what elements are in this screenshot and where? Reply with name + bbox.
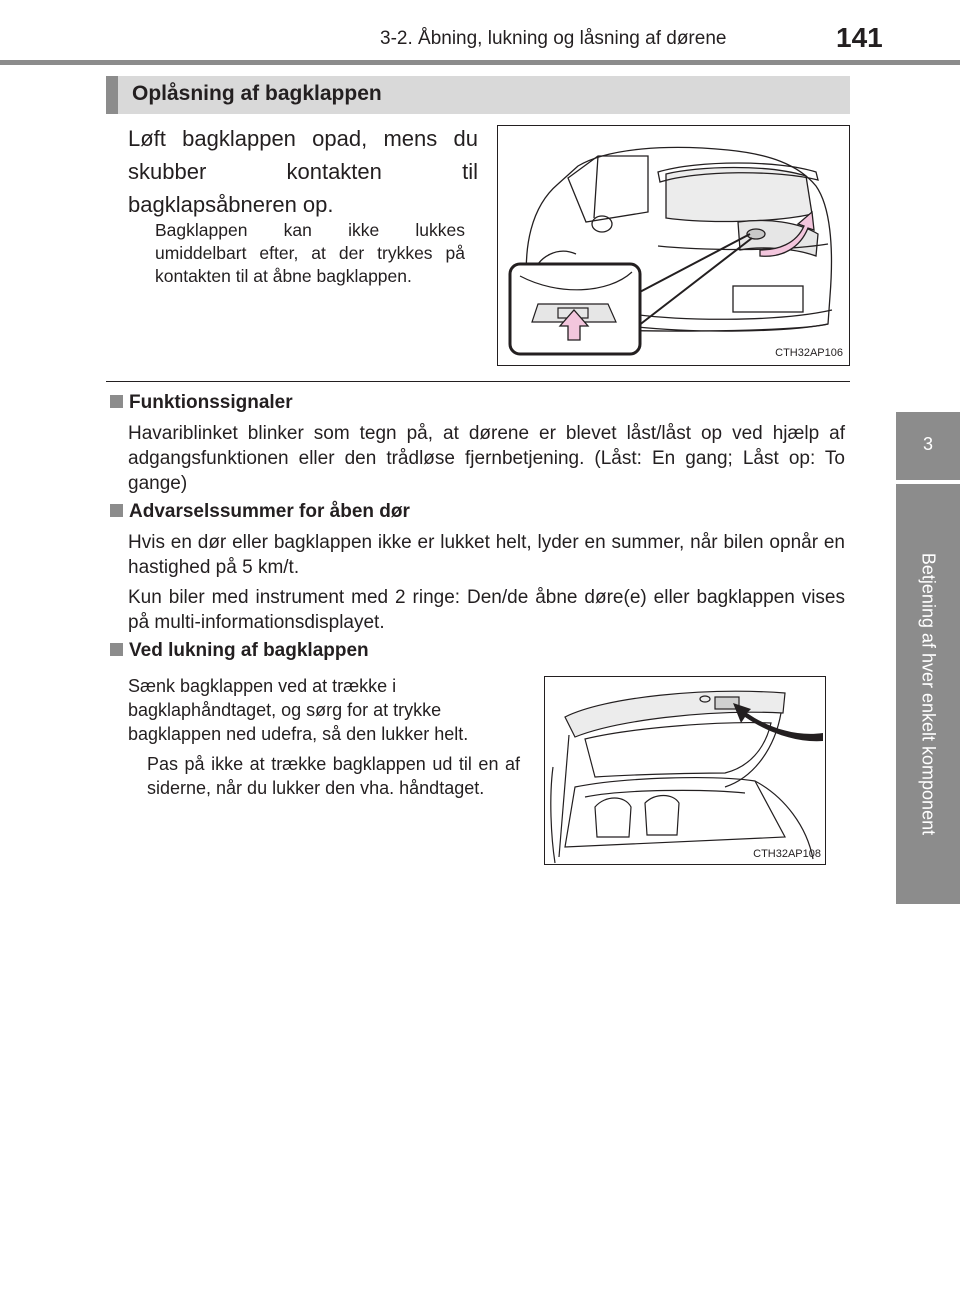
page-number: 141: [836, 22, 883, 53]
item-note: Pas på ikke at trække bagklappen ud til en af siderne, når du lukker den vha. håndtaget.: [147, 754, 520, 798]
bullet-square-icon: [110, 504, 123, 517]
section-title: Oplåsning af bagklappen: [132, 82, 382, 105]
tailgate-handle-illustration: [544, 676, 826, 865]
section-divider: [106, 381, 850, 382]
bullet-square-icon: [110, 395, 123, 408]
item-paragraph: Kun biler med instrument med 2 ringe: Den/de åbne døre(e) eller bagklappen vises på multi-informationsdisplayet.: [128, 587, 845, 633]
item-paragraph: Sænk bagklappen ved at trække i bagklaphåndtaget, og sørg for at trykke bagklappen ned udefra, så den lukker helt.: [128, 676, 469, 744]
tailgate-opener-illustration: [497, 125, 850, 366]
figure-code: CTH32AP108: [753, 848, 821, 860]
chapter-label: Betjening af hver enkelt komponent: [918, 552, 939, 836]
item-heading-closing-tailgate: Ved lukning af bagklappen: [110, 640, 369, 662]
running-header: 3-2. Åbning, lukning og låsning af dørene: [380, 28, 727, 49]
car-rear-drawing: [498, 126, 851, 367]
chapter-tab: [896, 412, 960, 480]
bullet-square-icon: [110, 643, 123, 656]
item-paragraph: Havariblinket blinker som tegn på, at dørene er blevet låst/låst op ved hjælp af adgangsfunktionen eller den trådløse fjernbetjening. (Låst: En gang; Låst op: To gange): [128, 423, 845, 494]
section-heading: [106, 76, 850, 114]
header-rule: [0, 60, 960, 65]
chapter-number: 3: [922, 434, 933, 454]
item-heading-door-buzzer: Advarselssummer for åben dør: [110, 501, 410, 523]
figure-code: CTH32AP106: [775, 347, 843, 359]
item-heading-function-signals: Funktionssignaler: [110, 392, 293, 414]
open-tailgate-drawing: [545, 677, 827, 866]
step-note: Bagklappen kan ikke lukkes umiddelbart efter, at der trykkes på kontakten til at åbne bagklappen.: [155, 220, 465, 286]
item-paragraph: Hvis en dør eller bagklappen ikke er lukket helt, lyder en summer, når bilen opnår en hastighed på 5 km/t.: [128, 532, 845, 578]
chapter-label-tab: [896, 484, 960, 904]
step-instruction: Løft bagklappen opad, mens du skubber kontakten til bagklapsåbneren op.: [128, 126, 478, 217]
